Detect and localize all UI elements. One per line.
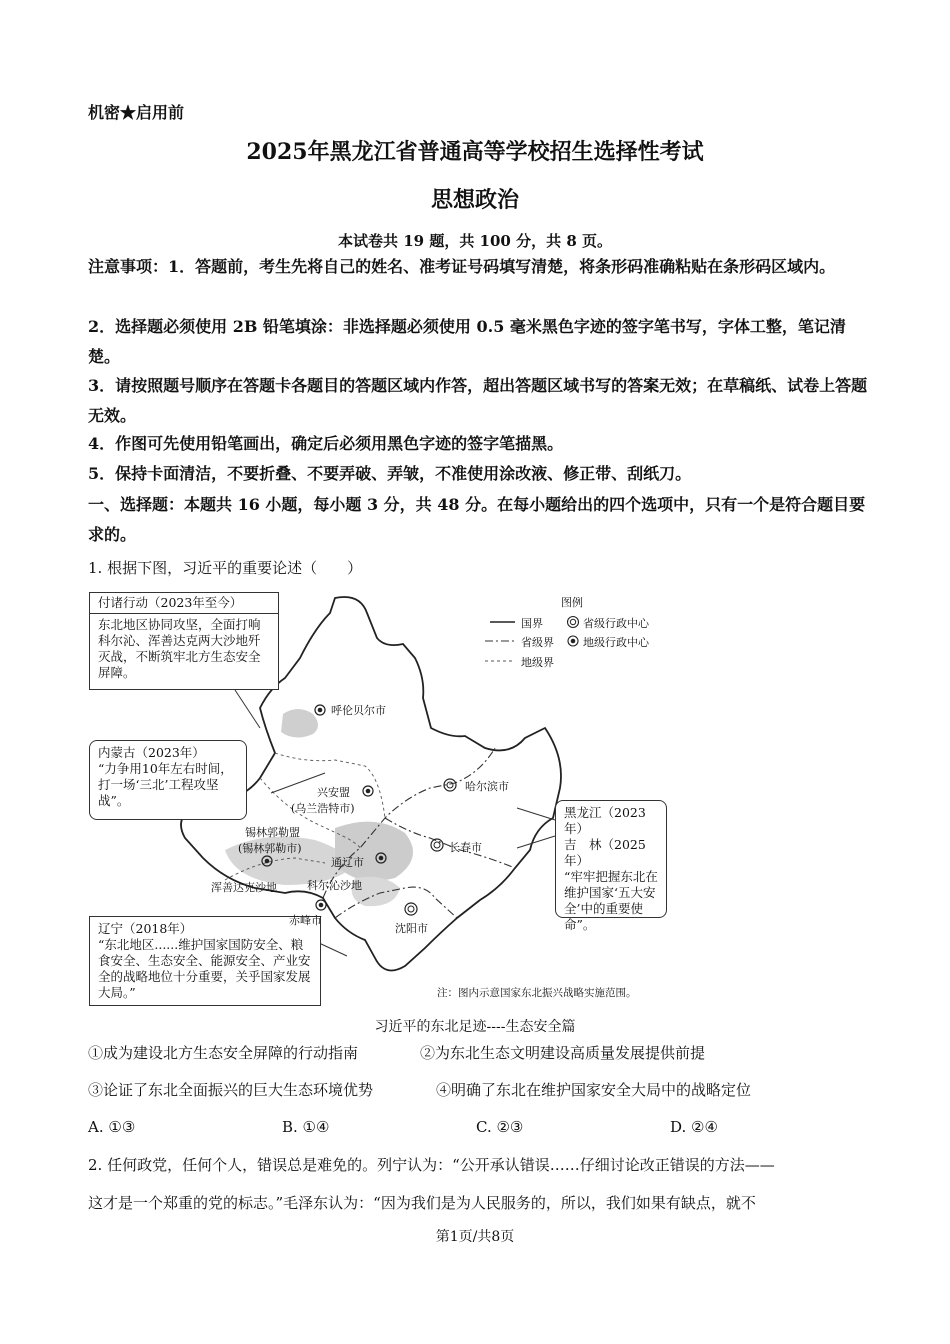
statement-1: ①成为建设北方生态安全屏障的行动指南: [88, 1044, 359, 1062]
question-1-stem: 1. 根据下图，习近平的重要论述（ ）: [88, 559, 363, 577]
label-chifeng: 赤峰市: [289, 914, 322, 927]
callout-action: [89, 592, 279, 690]
label-tongliao: 通辽市: [331, 856, 364, 869]
note-5: 5．保持卡面清洁，不要折叠、不要弄破、弄皱，不准使用涂改液、修正带、刮纸刀。: [88, 464, 692, 483]
exam-meta: 本试卷共 19 题，共 100 分，共 8 页。: [338, 232, 612, 250]
callout-heilongjiang-title2: 吉 林（2025年）: [564, 837, 646, 868]
legend-prov-center: 省级行政中心: [583, 617, 649, 630]
label-horqin: 科尔沁沙地: [307, 879, 362, 892]
marker-hulunbuir: [315, 705, 325, 715]
callout-neimenggu-title: 内蒙古（2023年）: [98, 745, 205, 760]
northeast-map-figure: [85, 588, 685, 1008]
label-hulunbuir: 呼伦贝尔市: [331, 704, 386, 717]
label-hunshandake: 浑善达克沙地: [211, 881, 277, 894]
callout-action-text: 东北地区协同攻坚，全面打响科尔沁、浑善达克两大沙地歼灭战，不断筑牢北方生态安全屏障。: [98, 617, 261, 680]
callout-liaoning-title: 辽宁（2018年）: [98, 921, 193, 936]
option-c: C. ②③: [476, 1118, 524, 1136]
legend-prefecture: 地级界: [521, 656, 554, 669]
section-heading: 一、选择题：本题共 16 小题，每小题 3 分，共 48 分。在每小题给出的四个选项中，只有一个是符合题目要求的。: [88, 495, 866, 544]
map-note: 注：图内示意国家东北振兴战略实施范围。: [437, 987, 637, 999]
question-2-line-1: 2. 任何政党，任何个人，错误总是难免的。列宁认为：“公开承认错误……仔细讨论改正错误的方法——: [88, 1156, 775, 1174]
callout-neimenggu-text: “力争用10年左右时间，打一场‘三北’工程攻坚战”。: [98, 761, 233, 808]
statement-3: ③论证了东北全面振兴的巨大生态环境优势: [88, 1081, 374, 1099]
callout-neimenggu: [89, 740, 247, 820]
exam-title: 2025年黑龙江省普通高等学校招生选择性考试: [246, 139, 704, 165]
figure-caption: 习近平的东北足迹----生态安全篇: [374, 1019, 576, 1035]
callout-liaoning: [89, 916, 321, 1006]
sand-area-north: [281, 709, 318, 738]
label-ulanhot: (乌兰浩特市): [291, 802, 355, 815]
legend-title: 图例: [561, 596, 583, 609]
legend-prov-marker: [568, 617, 579, 628]
marker-xinganmeng: [363, 786, 373, 796]
note-3: 3．请按照题号顺序在答题卡各题目的答题区域内作答，超出答题区域书写的答案无效；在草稿纸、试卷上答题无效。: [88, 376, 868, 425]
label-xilinhot: (锡林郭勒市): [238, 842, 302, 855]
callout-heilongjiang-text: “牢牢把握东北在维护国家‘五大安全’中的重要使命”。: [564, 869, 658, 932]
callout-action-title: 付诸行动（2023年至今）: [90, 593, 278, 614]
note-1: 注意事项：1．答题前，考生先将自己的姓名、准考证号码填写清楚，将条形码准确粘贴在条形码区域内。: [88, 257, 836, 276]
question-2-line-2: 这才是一个郑重的党的标志。”毛泽东认为：“因为我们是为人民服务的，所以，我们如果有缺点，就不: [88, 1194, 756, 1212]
callout-heilongjiang-title1: 黑龙江（2023年）: [564, 805, 646, 836]
marker-shenyang: [405, 903, 417, 915]
label-xilingol: 锡林郭勒盟: [245, 826, 300, 839]
marker-changchun: [431, 839, 443, 851]
pointer-hlj: [517, 808, 555, 848]
page-footer: 第1页/共8页: [435, 1229, 515, 1245]
option-d: D. ②④: [670, 1118, 718, 1136]
legend-national: 国界: [521, 617, 543, 630]
label-shenyang: 沈阳市: [395, 922, 428, 935]
provincial-border-1: [323, 748, 495, 898]
label-xinganmeng: 兴安盟: [317, 786, 350, 799]
legend-provincial: 省级界: [521, 636, 554, 649]
legend-pref-marker: [568, 636, 578, 646]
callout-heilongjiang: [555, 800, 667, 932]
statement-2: ②为东北生态文明建设高质量发展提供前提: [420, 1044, 706, 1062]
option-a: A. ①③: [88, 1118, 136, 1136]
note-4: 4．作图可先使用铅笔画出，确定后必须用黑色字迹的签字笔描黑。: [88, 434, 564, 453]
marker-chifeng: [316, 900, 326, 910]
note-2: 2．选择题必须使用 2B 铅笔填涂：非选择题必须使用 0.5 毫米黑色字迹的签字笔书写，字体工整，笔记清楚。: [88, 317, 846, 366]
pointer-ln: [319, 943, 347, 956]
exam-subject: 思想政治: [430, 187, 519, 213]
callout-liaoning-text: “东北地区......维护国家国防安全、粮食安全、生态安全、能源安全、产业安全的战略地位十分重要，关乎国家发展大局。”: [98, 937, 311, 1000]
label-changchun: 长春市: [449, 841, 482, 854]
option-b: B. ①④: [282, 1118, 330, 1136]
confidential-label: 机密★启用前: [88, 103, 185, 122]
statement-4: ④明确了东北在维护国家安全大局中的战略定位: [436, 1081, 752, 1099]
label-harbin: 哈尔滨市: [465, 780, 509, 793]
pointer-action: [235, 690, 260, 728]
legend-pref-center: 地级行政中心: [583, 636, 649, 649]
